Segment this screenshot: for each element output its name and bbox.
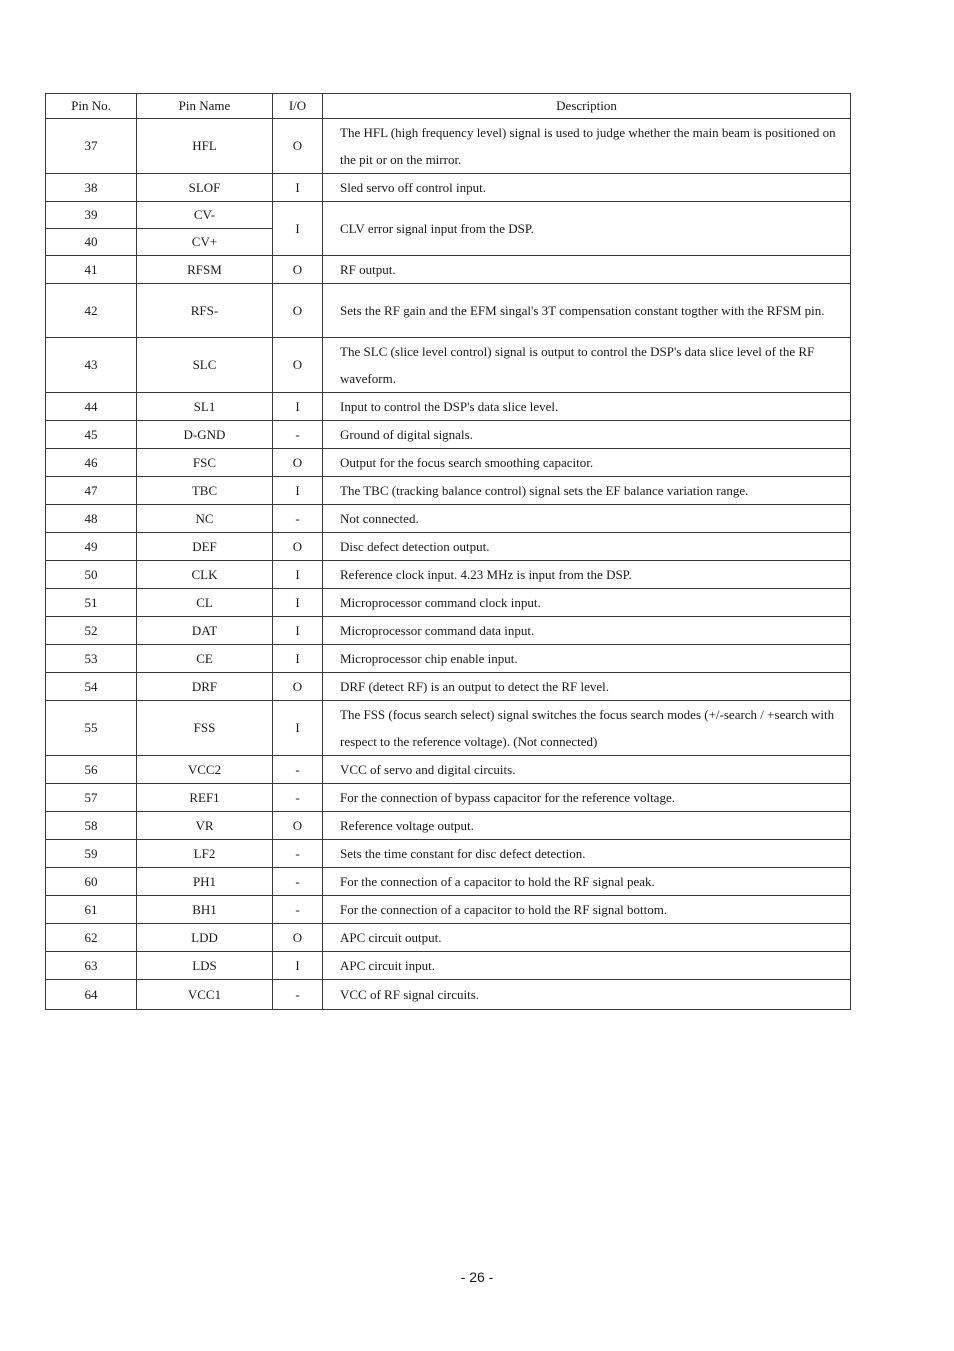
pin-name: RFSM xyxy=(137,256,273,284)
pin-no: 62 xyxy=(46,924,137,952)
pin-description: For the connection of bypass capacitor for the reference voltage. xyxy=(323,784,851,812)
pin-io: O xyxy=(273,673,323,701)
pin-no: 51 xyxy=(46,589,137,617)
pin-io: O xyxy=(273,256,323,284)
table-row xyxy=(46,119,851,174)
pin-no: 58 xyxy=(46,812,137,840)
table-row xyxy=(46,449,851,477)
table-row xyxy=(46,812,851,840)
table-row xyxy=(46,896,851,924)
pin-description: Reference voltage output. xyxy=(323,812,851,840)
header-description: Description xyxy=(323,94,851,119)
pin-io: - xyxy=(273,784,323,812)
pin-name: CV+ xyxy=(137,229,273,256)
header-io: I/O xyxy=(273,94,323,119)
pin-io: - xyxy=(273,980,323,1010)
table-row xyxy=(46,256,851,284)
table-row xyxy=(46,284,851,338)
pin-io: - xyxy=(273,868,323,896)
pin-description: Sets the RF gain and the EFM singal's 3T compensation constant togther with the RFSM pin. xyxy=(323,284,851,338)
pin-name: SLC xyxy=(137,338,273,393)
pin-no: 53 xyxy=(46,645,137,673)
table-row xyxy=(46,840,851,868)
pin-io: I xyxy=(273,477,323,505)
table-row xyxy=(46,868,851,896)
pin-description: The FSS (focus search select) signal switches the focus search modes (+/-search / +search with respect to the reference voltage). (Not connected) xyxy=(323,701,851,756)
pin-no: 54 xyxy=(46,673,137,701)
pin-io: I xyxy=(273,645,323,673)
pin-name: CE xyxy=(137,645,273,673)
pin-no: 57 xyxy=(46,784,137,812)
pin-name: VR xyxy=(137,812,273,840)
pin-io: - xyxy=(273,896,323,924)
table-row xyxy=(46,756,851,784)
pin-name: FSC xyxy=(137,449,273,477)
pin-io: O xyxy=(273,533,323,561)
pin-no: 37 xyxy=(46,119,137,174)
pin-no: 47 xyxy=(46,477,137,505)
table-row xyxy=(46,924,851,952)
table-row xyxy=(46,174,851,202)
pin-io: I xyxy=(273,589,323,617)
pin-no: 61 xyxy=(46,896,137,924)
pin-name: CL xyxy=(137,589,273,617)
pin-name: LDD xyxy=(137,924,273,952)
pin-no: 44 xyxy=(46,393,137,421)
table-row xyxy=(46,202,851,229)
pin-no: 49 xyxy=(46,533,137,561)
pin-no: 38 xyxy=(46,174,137,202)
pin-description-table xyxy=(45,93,851,1010)
pin-description: For the connection of a capacitor to hold the RF signal peak. xyxy=(323,868,851,896)
pin-io: O xyxy=(273,812,323,840)
table-row xyxy=(46,421,851,449)
table-row xyxy=(46,505,851,533)
pin-io: I xyxy=(273,174,323,202)
pin-name: SL1 xyxy=(137,393,273,421)
pin-io: O xyxy=(273,449,323,477)
pin-io: O xyxy=(273,924,323,952)
pin-no: 45 xyxy=(46,421,137,449)
header-pin-no: Pin No. xyxy=(46,94,137,119)
pin-description: VCC of servo and digital circuits. xyxy=(323,756,851,784)
pin-name: VCC2 xyxy=(137,756,273,784)
pin-no: 56 xyxy=(46,756,137,784)
pin-name: RFS- xyxy=(137,284,273,338)
table-row xyxy=(46,617,851,645)
pin-io: - xyxy=(273,840,323,868)
pin-name: REF1 xyxy=(137,784,273,812)
pin-no: 40 xyxy=(46,229,137,256)
pin-name: VCC1 xyxy=(137,980,273,1010)
pin-no: 63 xyxy=(46,952,137,980)
pin-name: SLOF xyxy=(137,174,273,202)
table-row xyxy=(46,980,851,1010)
pin-name: D-GND xyxy=(137,421,273,449)
pin-io: I xyxy=(273,617,323,645)
pin-description: VCC of RF signal circuits. xyxy=(323,980,851,1010)
pin-name: DAT xyxy=(137,617,273,645)
pin-name: LF2 xyxy=(137,840,273,868)
pin-io: O xyxy=(273,338,323,393)
pin-io: - xyxy=(273,756,323,784)
pin-name: DEF xyxy=(137,533,273,561)
pin-description: Reference clock input. 4.23 MHz is input from the DSP. xyxy=(323,561,851,589)
table-row xyxy=(46,952,851,980)
table-row xyxy=(46,673,851,701)
pin-no: 43 xyxy=(46,338,137,393)
pin-no: 41 xyxy=(46,256,137,284)
pin-no: 64 xyxy=(46,980,137,1010)
pin-description: CLV error signal input from the DSP. xyxy=(323,202,851,256)
table-row xyxy=(46,589,851,617)
table-row xyxy=(46,393,851,421)
pin-description: APC circuit input. xyxy=(323,952,851,980)
pin-name: LDS xyxy=(137,952,273,980)
pin-description: RF output. xyxy=(323,256,851,284)
table-row xyxy=(46,338,851,393)
pin-no: 46 xyxy=(46,449,137,477)
pin-no: 39 xyxy=(46,202,137,229)
table-row xyxy=(46,561,851,589)
pin-description: Sets the time constant for disc defect detection. xyxy=(323,840,851,868)
pin-description: The TBC (tracking balance control) signal sets the EF balance variation range. xyxy=(323,477,851,505)
pin-description: For the connection of a capacitor to hold the RF signal bottom. xyxy=(323,896,851,924)
pin-io: I xyxy=(273,701,323,756)
pin-no: 48 xyxy=(46,505,137,533)
pin-name: CV- xyxy=(137,202,273,229)
pin-io: I xyxy=(273,952,323,980)
table-row xyxy=(46,645,851,673)
pin-description: Sled servo off control input. xyxy=(323,174,851,202)
pin-io: I xyxy=(273,561,323,589)
pin-no: 60 xyxy=(46,868,137,896)
pin-io: - xyxy=(273,421,323,449)
pin-description: DRF (detect RF) is an output to detect the RF level. xyxy=(323,673,851,701)
pin-description: Input to control the DSP's data slice level. xyxy=(323,393,851,421)
pin-io: I xyxy=(273,202,323,256)
pin-no: 50 xyxy=(46,561,137,589)
pin-name: BH1 xyxy=(137,896,273,924)
pin-no: 42 xyxy=(46,284,137,338)
table-row xyxy=(46,701,851,756)
pin-description: Disc defect detection output. xyxy=(323,533,851,561)
pin-no: 52 xyxy=(46,617,137,645)
pin-no: 59 xyxy=(46,840,137,868)
pin-io: - xyxy=(273,505,323,533)
pin-io: O xyxy=(273,119,323,174)
pin-name: NC xyxy=(137,505,273,533)
table-row xyxy=(46,784,851,812)
table-row xyxy=(46,477,851,505)
pin-name: PH1 xyxy=(137,868,273,896)
pin-description: Microprocessor command data input. xyxy=(323,617,851,645)
pin-no: 55 xyxy=(46,701,137,756)
pin-description: Output for the focus search smoothing capacitor. xyxy=(323,449,851,477)
pin-io: I xyxy=(273,393,323,421)
pin-description: Ground of digital signals. xyxy=(323,421,851,449)
header-pin-name: Pin Name xyxy=(137,94,273,119)
pin-description: The SLC (slice level control) signal is output to control the DSP's data slice level of the RF waveform. xyxy=(323,338,851,393)
pin-name: TBC xyxy=(137,477,273,505)
pin-description: APC circuit output. xyxy=(323,924,851,952)
table-header-row xyxy=(46,94,851,119)
pin-name: CLK xyxy=(137,561,273,589)
pin-name: DRF xyxy=(137,673,273,701)
pin-name: HFL xyxy=(137,119,273,174)
pin-description: Microprocessor command clock input. xyxy=(323,589,851,617)
page-number: - 26 - xyxy=(460,1269,494,1285)
pin-description: Not connected. xyxy=(323,505,851,533)
table-row xyxy=(46,533,851,561)
pin-description: Microprocessor chip enable input. xyxy=(323,645,851,673)
pin-io: O xyxy=(273,284,323,338)
pin-name: FSS xyxy=(137,701,273,756)
pin-description: The HFL (high frequency level) signal is used to judge whether the main beam is positioned on the pit or on the mirror. xyxy=(323,119,851,174)
